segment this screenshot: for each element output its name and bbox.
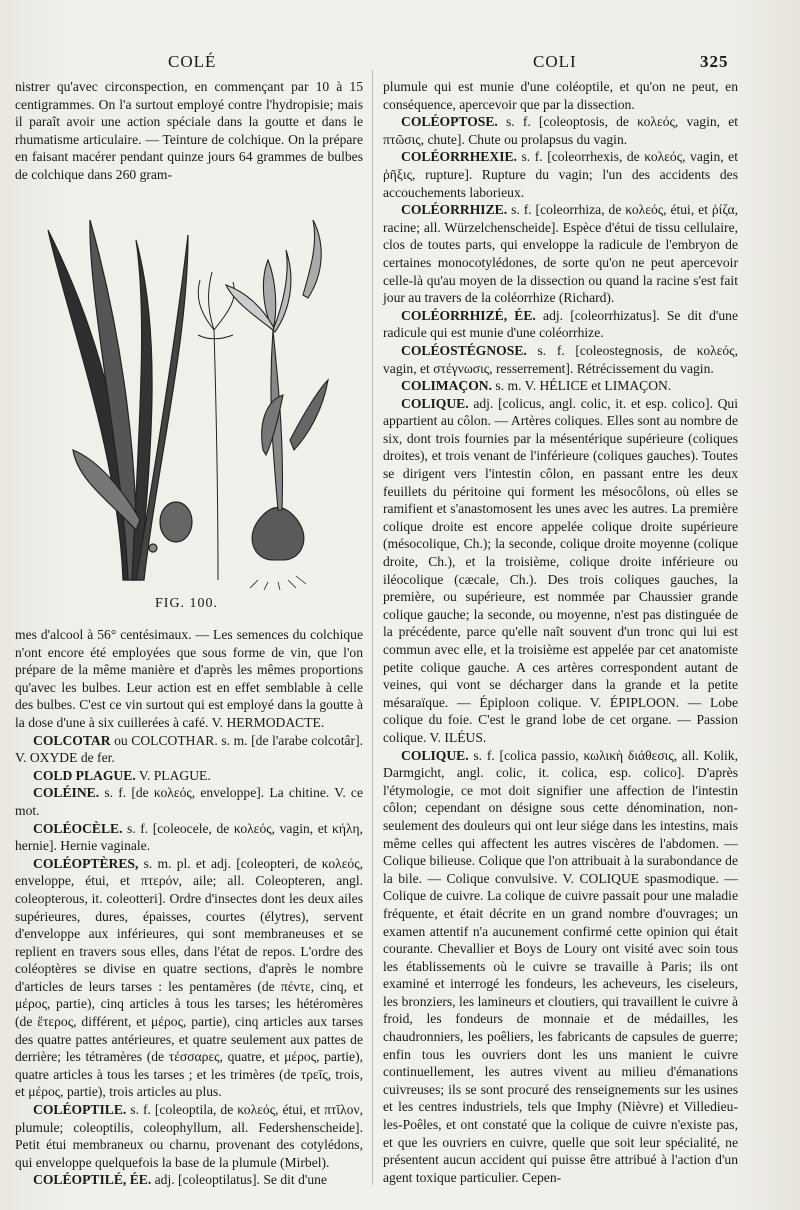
- dictionary-entry: [383, 342, 738, 377]
- entry-text: adj. [coleorrhizatus]. Se dit d'une radicule qui est munie d'une coléorrhize.: [383, 307, 739, 341]
- entry-text: ou COLCOTHAR. s. m. [de l'arabe colcotâr]. V. OXYDE de fer.: [15, 732, 363, 766]
- dictionary-entry: [15, 732, 363, 767]
- entry-headword: COLIQUE.: [401, 395, 469, 411]
- dictionary-entry: [15, 626, 363, 732]
- dictionary-entry: [383, 78, 738, 113]
- right-column: [383, 78, 738, 1186]
- left-column-top: [15, 78, 363, 184]
- entry-headword: COLÉOCÈLE.: [33, 820, 123, 836]
- entry-text: V. PLAGUE.: [138, 767, 211, 783]
- dictionary-entry: [383, 307, 738, 342]
- entry-text: mes d'alcool à 56° centésimaux. — Les semences du colchique n'ont encore été employées que sous forme de vin, que l'on prépare de la même manière et d'après les mêmes proportions qu'avec les bulbes. Leur action est en effet semblable à celle des bulbes. C'est ce vin surtout qui est employé dans la goutte à la dose d'une à six cuillerées à café. V. HERMODACTE.: [15, 627, 363, 730]
- dictionary-entry: [383, 113, 738, 148]
- entry-headword: COLÉOPTOSE.: [401, 114, 498, 130]
- entry-text: plumule qui est munie d'une coléoptile, et qu'on ne peut, en conséquence, apercevoir que par la dissection.: [383, 79, 738, 112]
- dictionary-entry: [383, 747, 738, 1187]
- dictionary-entry: [383, 377, 738, 395]
- entry-headword: COLCOTAR: [33, 732, 111, 748]
- dictionary-entry: [15, 820, 363, 855]
- entry-headword: COLÉOPTILÉ, ÉE.: [33, 1172, 152, 1188]
- entry-headword: COLÉORRHIZE.: [401, 202, 508, 218]
- entry-headword: COLÉORRHIZÉ, ÉE.: [401, 307, 536, 323]
- dictionary-entry: [383, 148, 738, 201]
- entry-headword: COLÉORRHEXIE.: [401, 149, 517, 165]
- entry-text: s. f. [coleorrhexis, de κολεός, vagin, et ῥῆξις, rupture]. Rupture du vagin; l'un des accidents des accouchements laborieux.: [383, 149, 738, 200]
- dictionary-entry: [383, 201, 738, 307]
- entry-text: adj. [coleoptilatus]. Se dit d'une: [154, 1172, 327, 1188]
- running-head-left: COLÉ: [168, 52, 217, 71]
- column-divider: [372, 70, 373, 1185]
- left-column-bottom: [15, 626, 363, 1189]
- dictionary-entry: [15, 767, 363, 785]
- entry-text: s. f. [de κολεός, enveloppe]. La chitine. V. ce mot.: [15, 785, 363, 818]
- entry-headword: COLÉOPTILE.: [33, 1102, 127, 1118]
- page-number: 325: [700, 52, 729, 71]
- entry-headword: COLIMAÇON.: [401, 378, 493, 394]
- entry-text: s. f. [coleoptila, de κολεός, étui, et πτῖλον, plumule; coleoptilis, coleophyllum, all. Federshenscheide]. Petit étui membraneux ou charnu, provenant des cotylédons, qui enveloppe quelquefois la base de la plumule (Mirbel).: [15, 1102, 363, 1170]
- entry-text: s. f. [colica passio, κωλικὴ διάθεσις, all. Kolik, Darmgicht, angl. colic, it. colica, esp. colico]. D'après l'étymologie, ce mot doit signifier une affection de l'intestin côlon; cependant on désigne sous cette dénomination, non-seulement des douleurs qui ont leur siége dans les intestins, mais même celles qui affectent les autres viscères de l'abdomen. — Colique bilieuse. Colique que l'on attribuait à la surabondance de la bile. — Colique convulsive. V. COLIQUE spasmodique. — Colique de cuivre. La colique de cuivre passait pour une maladie fréquente, et était décrite en un grand nombre d'ouvrages; un examen attentif n'a aucunement confirmé cette opinion qui était courante. Chevallier et Boys de Loury ont visité avec soin tous les établissements où le cuivre se travaille à Paris; ils ont examiné et interrogé les fondeurs, les acheveurs, les ciseleurs, les bronziers, les lamineurs et cloutiers, qui travaillent le cuivre à froid, les fondeurs de monnaie et de médailles, les chaudronniers, les poêliers, les fabricants de capsules de guerre; enfin tous les ouvriers dont les uns manient le cuivre continuellement, les autres vivent au milieu d'émanations cuivreuses; ils se sont procuré des renseignements sur les usines et les centres industriels, tels que Imphy (Nièvre) et Villedieu-les-Poêles, et ont constaté que la colique de cuivre n'existe pas, et que les ouvriers en cuivre, quelle que soit leur spécialité, ne présentent aucun accident qui puisse être attribué à l'action d'un agent toxique particulier. Cepen-: [383, 747, 738, 1185]
- dictionary-entry: [15, 1171, 363, 1189]
- entry-text: s. f. [coleostegnosis, de κολεός, vagin, et στέγνωσις, resserrement]. Rétrécissement du vagin.: [383, 342, 738, 376]
- colchicum-illustration: [28, 200, 348, 590]
- entry-text: s. m. pl. et adj. [coleopteri, de κολεός, enveloppe, étui, et πτερόν, aile; all. Coleopteren, angl. coleopterous, it. coleotteri]. Ordre d'insectes dont les deux ailes supérieures, dures, épaisses, courtes (élytres), servent d'enveloppe aux inférieures, qui sont membraneuses et se replient en travers sous elles, dans l'état de repos. L'ordre des coléoptères se divise en quatre sections, d'après le nombre d'articles de leurs tarses : les pentamères (de πέντε, cinq, et μέρος, partie), cinq articles à tous les tarses; les hétéromères (de ἕτερος, différent, et μέρος, partie), cinq articles aux tarses des quatre pattes antérieures, et quatre seulement aux pattes de derrière; les tétramères (de τέσσαρες, quatre, et μέρος, partie), quatre articles à tous les tarses ; et les trimères (de τρεῖς, trois, et μέρος, partie), trois articles au plus.: [15, 855, 363, 1100]
- entry-headword: COLD PLAGUE.: [33, 767, 136, 783]
- entry-text: adj. [colicus, angl. colic, it. et esp. colico]. Qui appartient au côlon. — Artères coliques. Elles sont au nombre de six, dont trois fournies par la mésentérique supérieure (coliques droites), et trois venant de l'inférieure (coliques gauches). Toutes se dirigent vers l'intestin côlon, en passant entre les deux feuillets du péritoine qui forment les mésocôlons, où elles se ramifient et s'anastomosent les unes avec les autres. La première colique droite est encore appelée colique droite supérieure (mésocolique, Ch.); la seconde, colique droite moyenne (colique droite, Ch.), et la troisième, colique droite inférieure ou iléocolique (cæcale, Ch.). Des trois coliques gauches, la première, ou supérieure, est nommée par Chaussier grande colique gauche; la seconde, ou moyenne, n'est pas distinguée de la précédente, parce qu'elle naît souvent d'un tronc qui lui est commun avec elle, et la troisième est appelée par cet anatomiste petite colique gauche. A ces artères correspondent autant de veines, qui vont se décharger dans la grande et la petite mésaraïque. — Épiploon colique. V. ÉPIPLOON. — Lobe colique du foie. C'est le grand lobe de cet organe. — Passion colique. V. ILÉUS.: [383, 395, 738, 745]
- entry-text: s. m. V. HÉLICE et LIMAÇON.: [495, 378, 672, 394]
- dictionary-entry: [15, 1101, 363, 1171]
- entry-text: s. f. [coleoptosis, de κολεός, vagin, et πτῶσις, chute]. Chute ou prolapsus du vagin.: [383, 114, 739, 147]
- entry-headword: COLÉOPTÈRES,: [33, 855, 139, 871]
- running-head-center: COLI: [533, 52, 577, 71]
- entry-headword: COLÉINE.: [33, 785, 100, 801]
- figure-caption: FIG. 100.: [155, 596, 219, 611]
- dictionary-entry: [15, 855, 363, 1101]
- dictionary-entry: [15, 784, 363, 819]
- entry-text: s. f. [coleocele, de κολεός, vagin, et κήλη, hernie]. Hernie vaginale.: [15, 820, 363, 854]
- dictionary-entry: [383, 395, 738, 747]
- entry-headword: COLÉOSTÉGNOSE.: [401, 342, 527, 358]
- entry-headword: COLIQUE.: [401, 747, 469, 763]
- entry-text: s. f. [coleorrhiza, de κολεός, étui, et ῥίζα, racine; all. Würzelchenscheide]. Espèce d'étui de tissu cellulaire, clos de toutes parts, qui enveloppe la radicule de l'embryon de certaines monocotylédones, de sorte qu'on ne peut apercevoir celle-là qu'au moyen de la dissection ou quand la racine s'est fait jour au travers de la coléorrhize (Richard).: [383, 202, 738, 306]
- paragraph: nistrer qu'avec circonspection, en commençant par 10 à 15 centigrammes. On l'a surtout employé contre l'hydropisie; mais il paraît avoir une action spéciale dans la goutte et dans le rhumatisme articulaire. — Teinture de colchique. On la prépare en faisant macérer pendant quinze jours 64 grammes de bulbes de colchique dans 260 gram-: [15, 79, 363, 182]
